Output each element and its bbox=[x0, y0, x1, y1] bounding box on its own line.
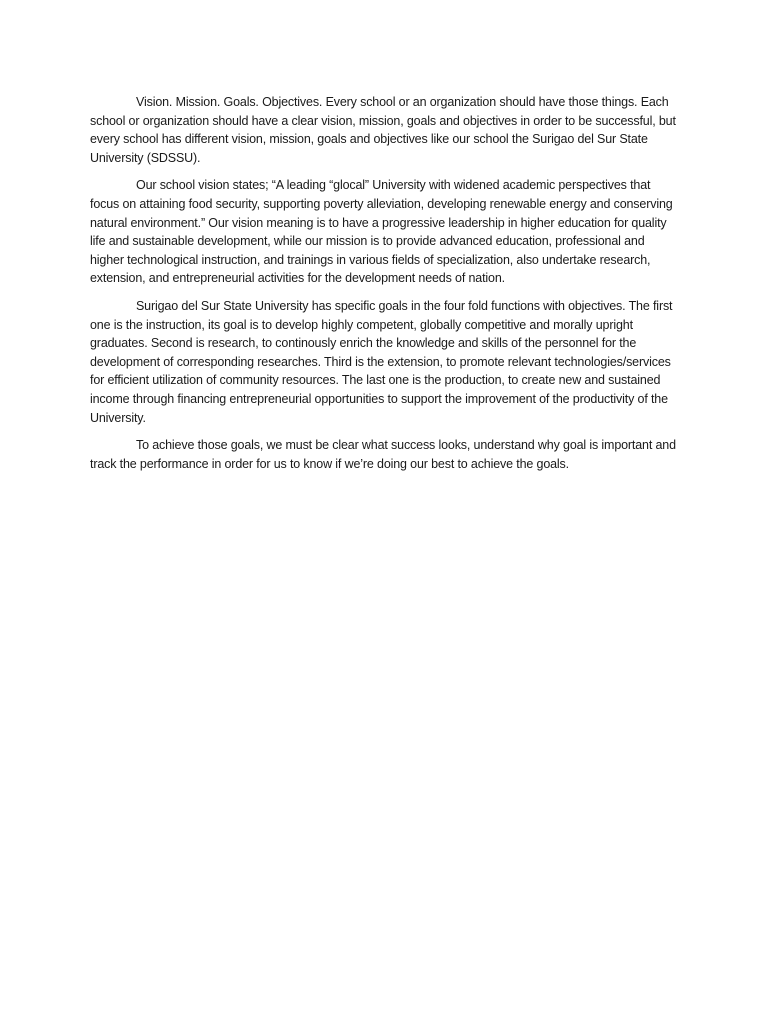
paragraph-intro: Vision. Mission. Goals. Objectives. Every school or an organization should have those things. Each school or organization should have a clear vision, mission, goals and objectives in order to be successful, but every school has different vision, mission, goals and objectives like our school the Surigao del Sur State University (SDSSU). bbox=[90, 95, 676, 165]
document-body bbox=[90, 93, 680, 482]
paragraph-vision-mission: Our school vision states; “A leading “glocal” University with widened academic perspectives that focus on attaining food security, supporting poverty alleviation, developing renewable energy and conserving natural environment.” Our vision meaning is to have a progressive leadership in higher education for quality life and sustainable development, while our mission is to provide advanced education, professional and higher technological instruction, and trainings in various fields of specialization, also undertake research, extension, and entrepreneurial activities for the development needs of nation. bbox=[90, 178, 673, 286]
paragraph-goals-objectives: Surigao del Sur State University has specific goals in the four fold functions with objectives. The first one is the instruction, its goal is to develop highly competent, globally competitive and morally upright graduates. Second is research, to continously enrich the knowledge and skills of the personnel for the development of corresponding researches. Third is the extension, to promote relevant technologies/services for efficient utilization of community resources. The last one is the production, to create new and sustained income through financing entrepreneurial opportunities to support the improvement of the productivity of the University. bbox=[90, 298, 673, 425]
paragraph-conclusion: To achieve those goals, we must be clear what success looks, understand why goal is important and track the performance in order for us to know if we’re doing our best to achieve the goals. bbox=[90, 438, 676, 471]
